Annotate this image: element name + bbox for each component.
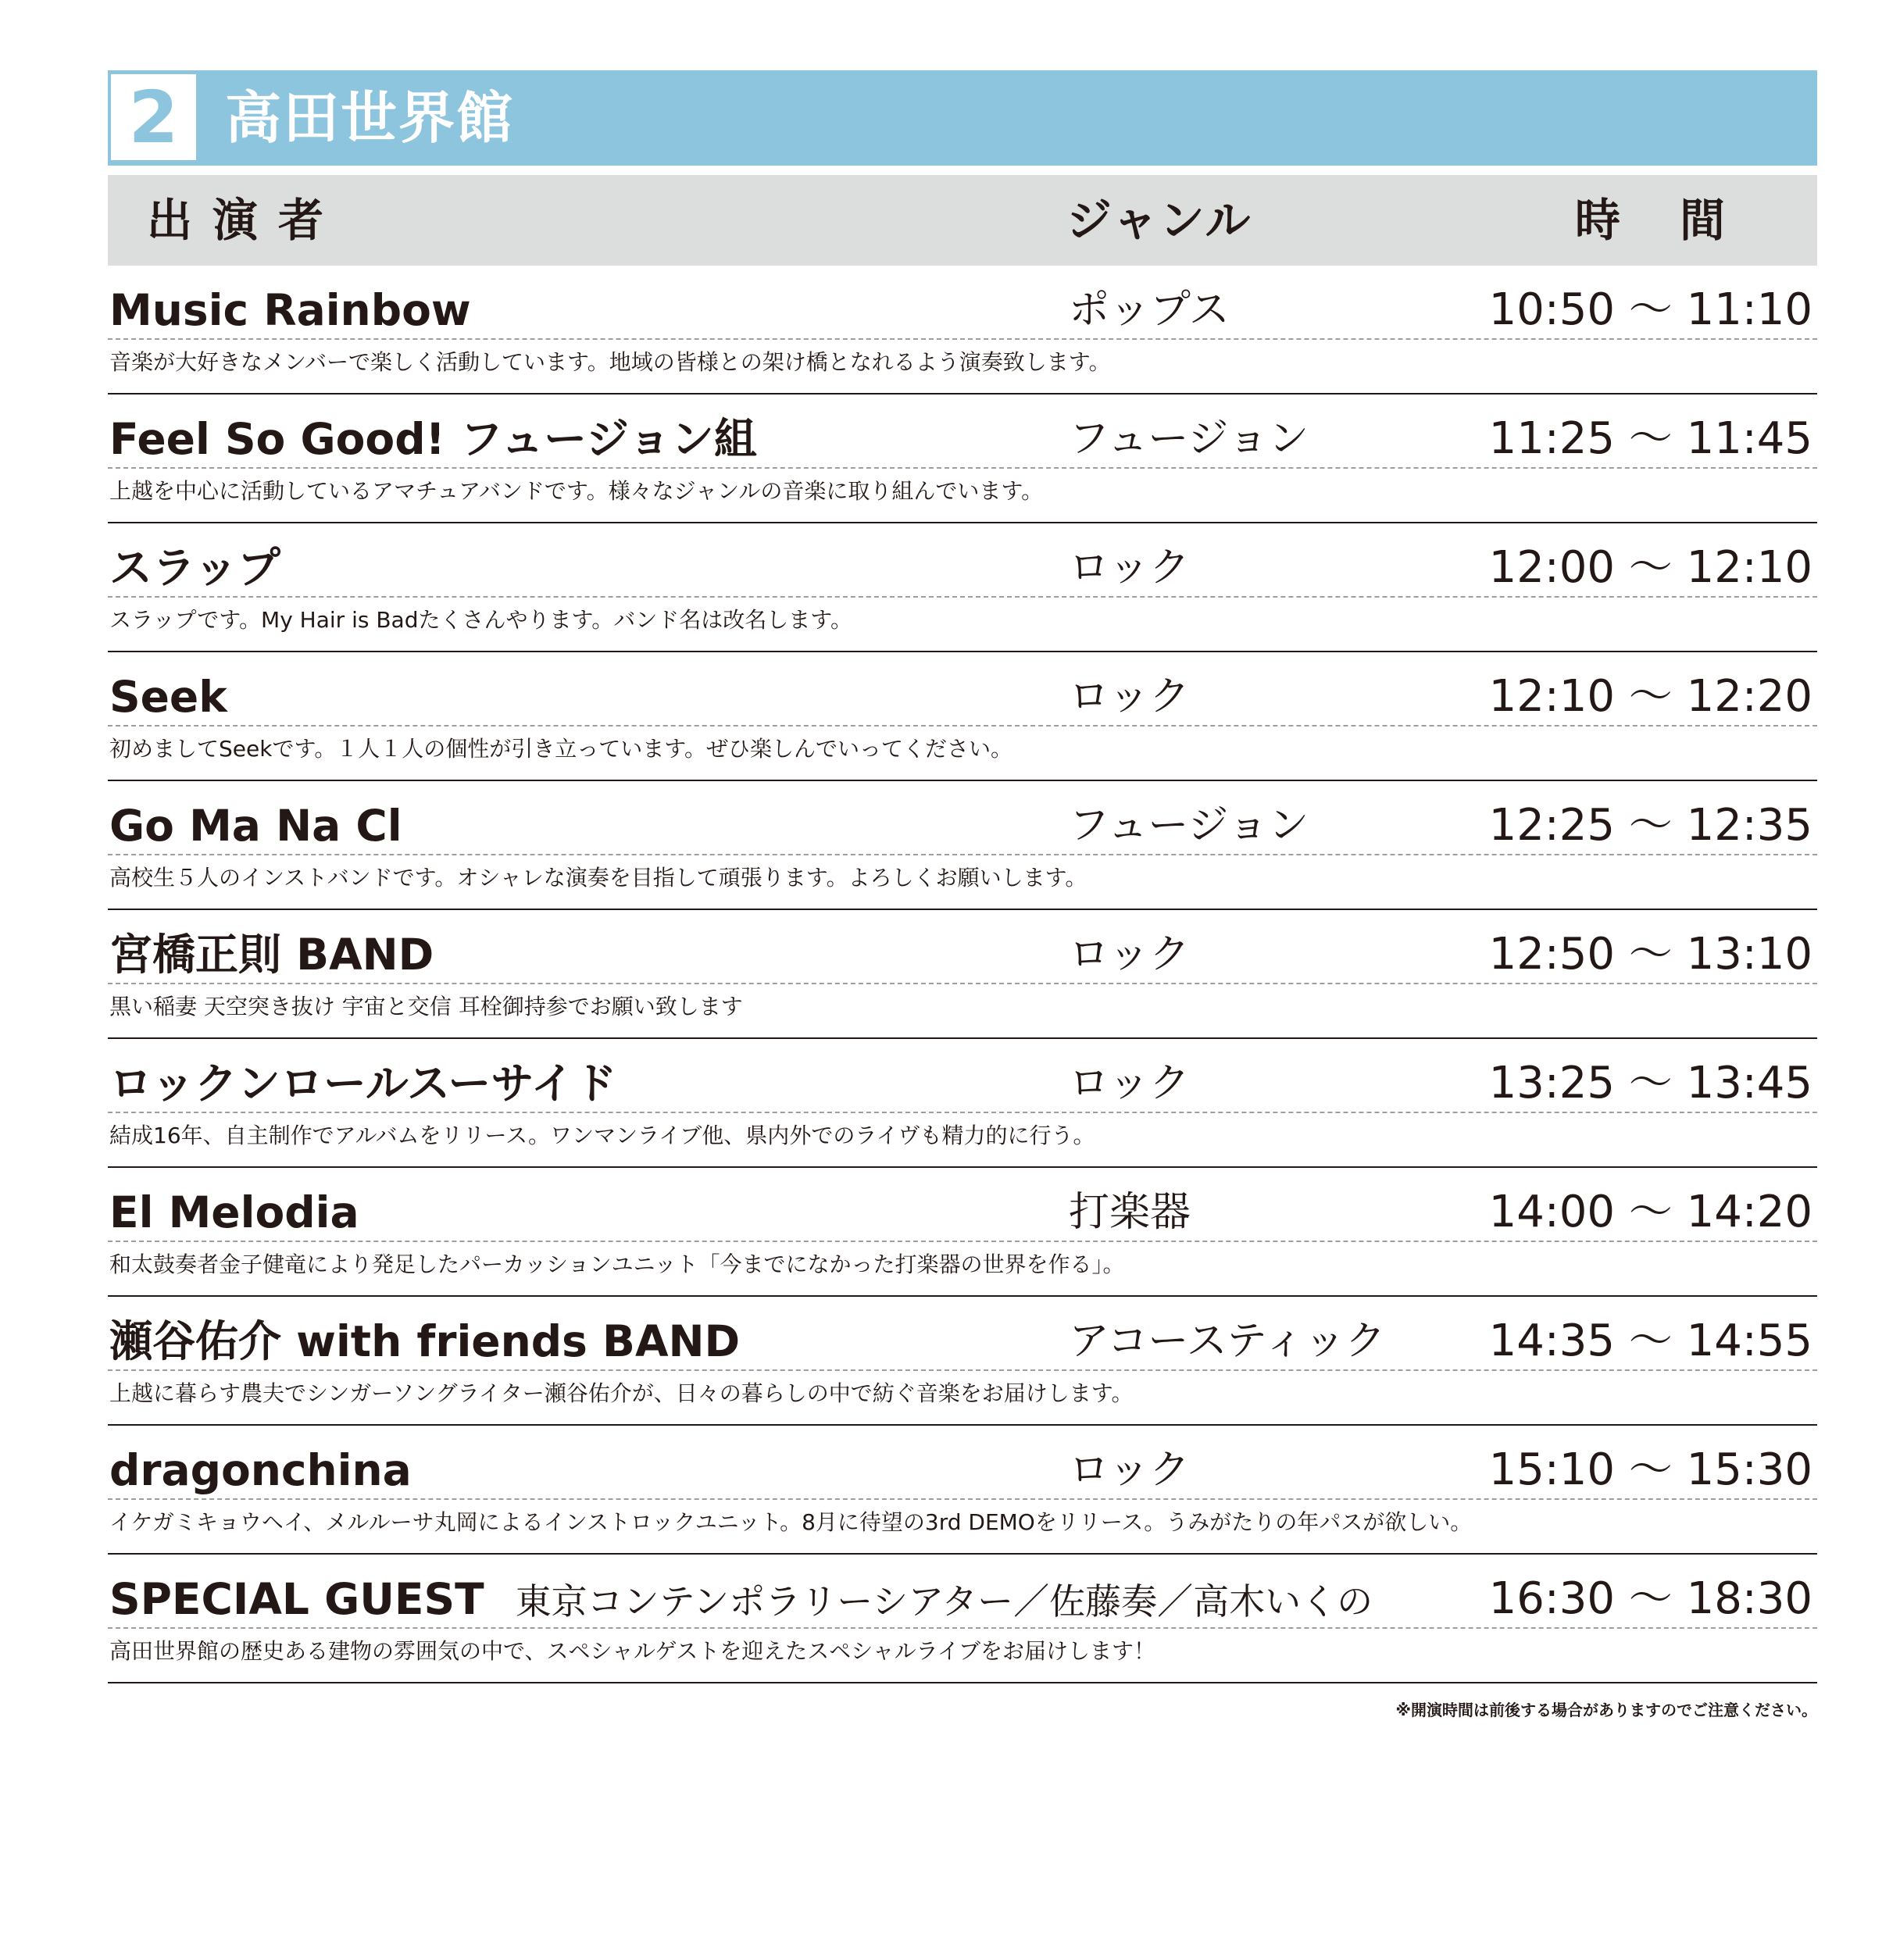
- dashed-divider: [108, 596, 1817, 598]
- performer-description: 初めましてSeekです。１人１人の個性が引き立っています。ぜひ楽しんでいってください。: [109, 736, 1012, 762]
- venue-name: 高田世界館: [225, 85, 515, 151]
- dashed-divider: [108, 725, 1817, 727]
- performer-description: 和太鼓奏者金子健竜により発足したパーカッションユニット「今までになかった打楽器の世界を作る」。: [109, 1251, 1125, 1277]
- performer-name: 宮橋正則 BAND: [109, 930, 434, 980]
- performance-time: 13:25 ～ 13:45: [1488, 1058, 1812, 1109]
- schedule-list: [108, 266, 1817, 1683]
- performer-genre: アコースティック: [1069, 1318, 1386, 1365]
- venue-header: [108, 70, 1817, 166]
- dashed-divider: [108, 467, 1817, 469]
- schedule-row: [108, 1426, 1817, 1555]
- dashed-divider: [108, 1241, 1817, 1242]
- special-guest-row: [108, 1555, 1817, 1683]
- column-performer: 出演者: [147, 194, 345, 247]
- performance-time: 12:25 ～ 12:35: [1488, 800, 1812, 851]
- performer-name: 瀬谷佑介 with friends BAND: [109, 1316, 741, 1366]
- performance-time: 10:50 ～ 11:10: [1488, 284, 1812, 335]
- performer-name: スラップ: [109, 543, 280, 593]
- dashed-divider: [108, 1498, 1817, 1500]
- schedule-row: [108, 1039, 1817, 1168]
- performer-description: 結成16年、自主制作でアルバムをリリース。ワンマンライブ他、県内外でのライヴも精力的に行う。: [109, 1123, 1095, 1148]
- performer-genre: ロック: [1069, 1447, 1190, 1494]
- performer-name: Music Rainbow: [109, 285, 471, 335]
- performer-name: Feel So Good! フュージョン組: [109, 414, 757, 464]
- performer-genre: ロック: [1069, 673, 1190, 720]
- performance-time: 14:35 ～ 14:55: [1488, 1316, 1812, 1366]
- performer-genre: フュージョン: [1069, 802, 1309, 849]
- performer-description: 上越に暮らす農夫でシンガーソングライター瀬谷佑介が、日々の暮らしの中で紡ぐ音楽をお届けします。: [109, 1380, 1134, 1406]
- performer-genre: ロック: [1069, 1060, 1190, 1107]
- performance-time: 15:10 ～ 15:30: [1488, 1444, 1812, 1495]
- performer-genre: フュージョン: [1069, 416, 1309, 462]
- performer-description: 高校生５人のインストバンドです。オシャレな演奏を目指して頑張ります。よろしくお願いします。: [109, 865, 1088, 891]
- performer-name: dragonchina: [109, 1445, 412, 1495]
- special-guest-description: 高田世界館の歴史ある建物の雰囲気の中で、スペシャルゲストを迎えたスペシャルライブをお届けします！: [109, 1638, 1155, 1664]
- schedule-row: [108, 1297, 1817, 1426]
- schedule-row: [108, 1168, 1817, 1297]
- performance-time: 16:30 ～ 18:30: [1488, 1573, 1812, 1624]
- schedule-row: [108, 781, 1817, 910]
- dashed-divider: [108, 1112, 1817, 1113]
- performer-name: ロックンロールスーサイド: [109, 1059, 617, 1109]
- performance-time: 14:00 ～ 14:20: [1488, 1187, 1812, 1237]
- dashed-divider: [108, 854, 1817, 855]
- venue-number: 2: [111, 74, 196, 160]
- column-header: [108, 175, 1817, 266]
- special-guest-label: SPECIAL GUEST: [109, 1574, 484, 1624]
- performer-name: El Melodia: [109, 1187, 359, 1237]
- performance-time: 12:50 ～ 13:10: [1488, 929, 1812, 980]
- dashed-divider: [108, 1369, 1817, 1371]
- special-guest-names: 東京コンテンポラリーシアター／佐藤奏／高木いくの: [515, 1580, 1373, 1623]
- footnote: ※開演時間は前後する場合がありますのでご注意ください。: [1395, 1701, 1817, 1719]
- performer-description: スラップです。My Hair is Badたくさんやります。バンド名は改名します。: [109, 607, 853, 633]
- performance-time: 12:00 ～ 12:10: [1488, 542, 1812, 593]
- performer-description: イケガミキョウヘイ、メルルーサ丸岡によるインストロックユニット。8月に待望の3rd DEMOをリリース。うみがたりの年パスが欲しい。: [109, 1509, 1473, 1535]
- dashed-divider: [108, 1627, 1817, 1629]
- performer-name: Go Ma Na Cl: [109, 801, 402, 851]
- performer-genre: ポップス: [1069, 287, 1230, 334]
- performer-description: 上越を中心に活動しているアマチュアバンドです。様々なジャンルの音楽に取り組んでいます。: [109, 478, 1044, 504]
- schedule-row: [108, 652, 1817, 781]
- performance-time: 12:10 ～ 12:20: [1488, 671, 1812, 722]
- schedule-row: [108, 523, 1817, 652]
- schedule-row: [108, 910, 1817, 1039]
- column-time: 時間: [1575, 194, 1785, 247]
- schedule-row: [108, 266, 1817, 394]
- performer-genre: ロック: [1069, 544, 1190, 591]
- column-genre: ジャンル: [1066, 194, 1252, 247]
- performer-description: 黒い稲妻 天空突き抜け 宇宙と交信 耳栓御持参でお願い致します: [109, 994, 743, 1019]
- performance-time: 11:25 ～ 11:45: [1488, 413, 1812, 464]
- schedule-row: [108, 394, 1817, 523]
- performer-name: Seek: [109, 672, 227, 722]
- dashed-divider: [108, 983, 1817, 984]
- performer-genre: 打楽器: [1069, 1189, 1191, 1236]
- performer-description: 音楽が大好きなメンバーで楽しく活動しています。地域の皆様との架け橋となれるよう演奏致します。: [109, 349, 1111, 375]
- performer-genre: ロック: [1069, 931, 1190, 978]
- dashed-divider: [108, 338, 1817, 340]
